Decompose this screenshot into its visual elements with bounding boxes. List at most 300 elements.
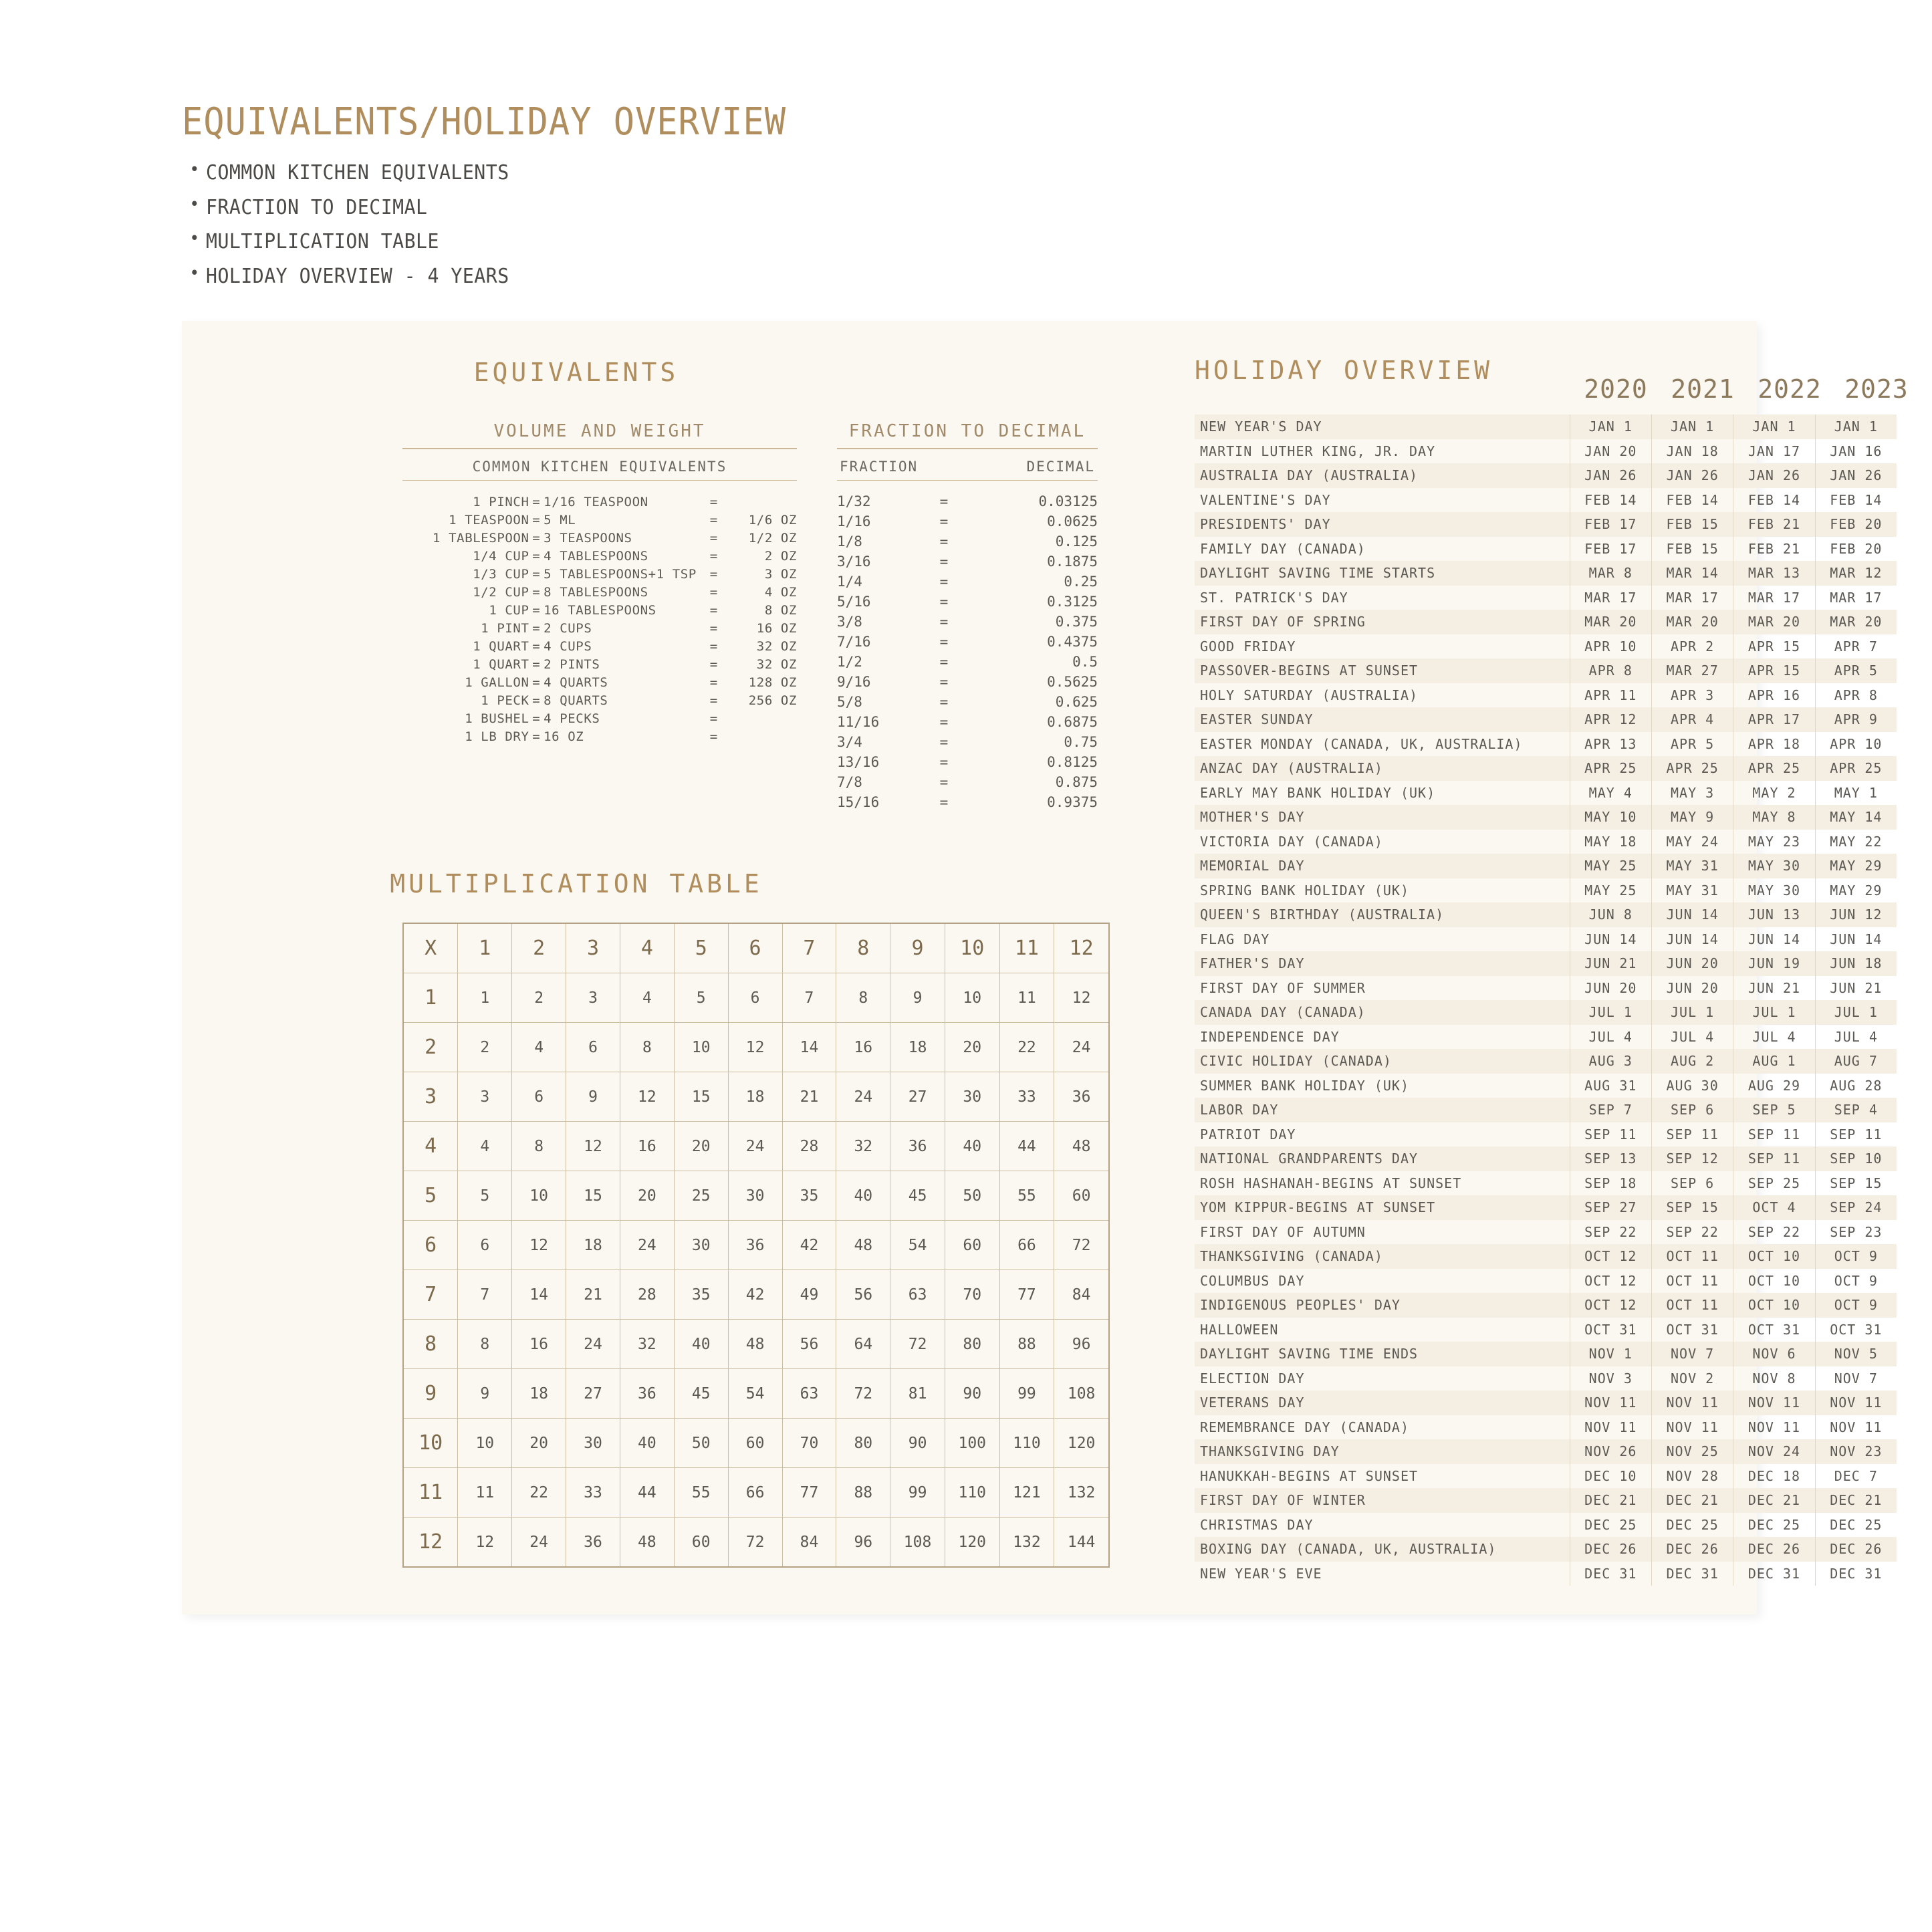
holiday-date: JAN 17	[1733, 439, 1815, 464]
table-header-row	[403, 923, 1109, 973]
multiplication-cell: 35	[782, 1171, 836, 1221]
multiplication-cell: 10	[674, 1023, 728, 1072]
fraction-cell: 0.5625	[1047, 674, 1098, 690]
equivalent-cell: =	[709, 494, 718, 509]
holiday-date: APR 12	[1570, 707, 1651, 732]
table-row	[403, 1270, 1109, 1320]
holiday-date: APR 2	[1651, 634, 1733, 659]
multiplication-cell: 48	[620, 1518, 674, 1568]
equivalent-cell: 1 CUP	[489, 602, 529, 618]
table-row	[1195, 658, 1897, 683]
holiday-date: SEP 11	[1651, 1122, 1733, 1147]
multiplication-section-title: MULTIPLICATION TABLE	[390, 869, 763, 898]
equivalent-cell: 4 CUPS	[544, 638, 592, 654]
equivalent-cell: =	[532, 512, 541, 527]
multiplication-cell: 12	[512, 1221, 566, 1270]
equivalent-cell: 16 OZ	[756, 620, 797, 636]
holiday-date: MAR 14	[1651, 561, 1733, 586]
holiday-date: MAY 30	[1733, 878, 1815, 903]
holiday-name: HOLY SATURDAY (AUSTRALIA)	[1200, 687, 1419, 703]
holiday-date: SEP 23	[1815, 1220, 1897, 1245]
multiplication-cell: 14	[512, 1270, 566, 1320]
table-row	[403, 1023, 1109, 1072]
multiplication-cell: 16	[836, 1023, 890, 1072]
holiday-date: DEC 26	[1733, 1537, 1815, 1562]
holiday-date: APR 17	[1733, 707, 1815, 732]
table-row	[1195, 512, 1897, 537]
multiplication-cell: 6	[566, 1023, 620, 1072]
holiday-name: FIRST DAY OF WINTER	[1195, 1488, 1570, 1513]
holiday-date: NOV 11	[1815, 1391, 1897, 1415]
table-row	[1195, 1025, 1897, 1050]
multiplication-cell: 45	[674, 1369, 728, 1419]
holiday-date: FEB 21	[1733, 512, 1815, 537]
equivalent-cell: 2 PINTS	[544, 656, 600, 672]
multiplication-cell: 54	[728, 1369, 782, 1419]
fraction-cell: =	[939, 654, 949, 670]
multiplication-cell: 21	[782, 1072, 836, 1122]
equivalent-cell: 16 TABLESPOONS	[544, 602, 656, 618]
multiplication-cell: 42	[728, 1270, 782, 1320]
holiday-date: APR 10	[1570, 634, 1651, 659]
table-row	[403, 1468, 1109, 1518]
holiday-date: JAN 26	[1815, 463, 1897, 488]
multiplication-cell: 63	[890, 1270, 945, 1320]
multiplication-cell: 8	[836, 973, 890, 1023]
holiday-date: NOV 7	[1815, 1366, 1897, 1391]
holiday-date: JAN 1	[1651, 414, 1733, 439]
fraction-cell: 5/16	[837, 594, 871, 610]
holiday-date: APR 15	[1733, 634, 1815, 659]
holiday-date: JUN 14	[1651, 927, 1733, 952]
fraction-cell: 0.6875	[1047, 714, 1098, 730]
equivalent-cell: =	[709, 602, 718, 618]
holiday-date: NOV 2	[1651, 1366, 1733, 1391]
holiday-name: FIRST DAY OF SPRING	[1195, 610, 1570, 634]
holiday-date: OCT 9	[1815, 1293, 1897, 1318]
multiplication-cell: 50	[674, 1419, 728, 1468]
fraction-cell: =	[939, 794, 949, 810]
multiplication-cell: 24	[836, 1072, 890, 1122]
holiday-name: FIRST DAY OF AUTUMN	[1200, 1223, 1366, 1240]
holiday-date: NOV 11	[1733, 1391, 1815, 1415]
table-row	[1195, 951, 1897, 976]
holiday-date: APR 18	[1733, 732, 1815, 757]
holiday-date: JAN 26	[1651, 463, 1733, 488]
holiday-name: PATRIOT DAY	[1200, 1126, 1296, 1142]
holiday-date: OCT 12	[1570, 1269, 1651, 1294]
holiday-date: NOV 11	[1651, 1415, 1733, 1440]
fraction-cell: 3/16	[837, 554, 871, 570]
holiday-name: VETERANS DAY	[1195, 1391, 1570, 1415]
holiday-name: MARTIN LUTHER KING, JR. DAY	[1200, 443, 1436, 459]
table-row	[402, 691, 797, 709]
holiday-date: SEP 5	[1733, 1098, 1815, 1122]
multiplication-cell: 96	[836, 1518, 890, 1568]
holiday-date: SEP 18	[1570, 1171, 1651, 1196]
multiplication-cell: 9	[458, 1369, 512, 1419]
holiday-date: JUN 21	[1815, 976, 1897, 1001]
holiday-date: FEB 17	[1570, 537, 1651, 562]
table-row	[1195, 1122, 1897, 1147]
equivalent-cell: 32 OZ	[756, 656, 797, 672]
multiplication-cell: 66	[999, 1221, 1054, 1270]
equivalent-cell: =	[709, 620, 718, 636]
fraction-cell: =	[939, 554, 949, 570]
multiplication-column-header: 10	[945, 923, 999, 973]
multiplication-row-header: 8	[403, 1320, 458, 1369]
holiday-name: VICTORIA DAY (CANADA)	[1200, 833, 1383, 850]
multiplication-table-wrapper	[402, 923, 1111, 1568]
holiday-date: MAR 20	[1815, 610, 1897, 634]
fraction-cell: 1/4	[837, 574, 862, 590]
equivalent-cell: 8 OZ	[764, 602, 797, 618]
multiplication-cell: 8	[512, 1122, 566, 1171]
multiplication-cell: 28	[782, 1122, 836, 1171]
equivalent-cell: 2 OZ	[764, 548, 797, 564]
multiplication-row-header: 9	[403, 1369, 458, 1419]
fraction-cell: 0.8125	[1047, 754, 1098, 770]
fraction-cell: =	[939, 594, 949, 610]
holiday-overview-column	[1058, 321, 1909, 1614]
holiday-name: EASTER MONDAY (CANADA, UK, AUSTRALIA)	[1200, 735, 1523, 752]
holiday-date: FEB 14	[1651, 488, 1733, 513]
table-row	[403, 1518, 1109, 1568]
equivalent-cell: 1/2 OZ	[748, 530, 797, 546]
holiday-name: INDEPENDENCE DAY	[1200, 1028, 1340, 1045]
table-row	[1195, 781, 1897, 806]
holiday-date: MAY 24	[1651, 830, 1733, 854]
fraction-cell: 0.625	[1055, 694, 1098, 710]
multiplication-cell: 20	[674, 1122, 728, 1171]
multiplication-cell: 20	[945, 1023, 999, 1072]
table-row	[1195, 634, 1897, 659]
multiplication-cell: 48	[728, 1320, 782, 1369]
table-row	[403, 1419, 1109, 1468]
table-row	[402, 565, 797, 583]
fraction-cell: 3/8	[837, 614, 862, 630]
holiday-year-header: 2020	[1584, 374, 1648, 404]
multiplication-cell: 56	[836, 1270, 890, 1320]
multiplication-cell: 24	[620, 1221, 674, 1270]
holiday-date: MAR 17	[1733, 586, 1815, 610]
holiday-date: JUN 21	[1570, 951, 1651, 976]
multiplication-cell: 16	[512, 1320, 566, 1369]
multiplication-cell: 10	[945, 973, 999, 1023]
equivalent-cell: 8 TABLESPOONS	[544, 584, 648, 600]
equivalent-cell: =	[532, 584, 541, 600]
fraction-cell: =	[939, 634, 949, 650]
holiday-date: OCT 12	[1570, 1293, 1651, 1318]
multiplication-cell: 27	[890, 1072, 945, 1122]
multiplication-cell: 20	[620, 1171, 674, 1221]
fraction-cell: 1/32	[837, 493, 871, 509]
holiday-name: THANKSGIVING DAY	[1195, 1439, 1570, 1464]
table-row	[1195, 878, 1897, 903]
holiday-date: DEC 25	[1733, 1513, 1815, 1538]
holiday-date: DEC 21	[1570, 1488, 1651, 1513]
holiday-date: APR 5	[1651, 732, 1733, 757]
fraction-cell: =	[939, 513, 949, 529]
multiplication-row-header: 5	[403, 1171, 458, 1221]
holiday-date: SEP 15	[1651, 1195, 1733, 1220]
equivalent-cell: =	[709, 693, 718, 708]
multiplication-cell: 144	[1054, 1518, 1109, 1568]
equivalent-cell: 16 OZ	[544, 729, 584, 744]
fraction-cell: =	[939, 493, 949, 509]
multiplication-cell: 24	[512, 1518, 566, 1568]
table-row	[403, 1072, 1109, 1122]
equivalent-cell: =	[532, 675, 541, 690]
holiday-date: APR 25	[1651, 756, 1733, 781]
multiplication-cell: 40	[620, 1419, 674, 1468]
multiplication-cell: 6	[512, 1072, 566, 1122]
equivalent-cell: 1 GALLON	[465, 675, 529, 690]
multiplication-cell: 8	[620, 1023, 674, 1072]
holiday-date: APR 8	[1815, 683, 1897, 708]
holiday-date: NOV 11	[1733, 1415, 1815, 1440]
multiplication-cell: 14	[782, 1023, 836, 1072]
multiplication-cell: 56	[782, 1320, 836, 1369]
holiday-date: FEB 17	[1570, 512, 1651, 537]
holiday-date: NOV 23	[1815, 1439, 1897, 1464]
multiplication-row-header: 7	[403, 1270, 458, 1320]
multiplication-row-header: 11	[403, 1468, 458, 1518]
table-row	[1195, 1000, 1897, 1025]
holiday-name: ELECTION DAY	[1200, 1370, 1305, 1386]
holiday-date: APR 10	[1815, 732, 1897, 757]
multiplication-cell: 70	[782, 1419, 836, 1468]
holiday-date: OCT 31	[1651, 1318, 1733, 1342]
holiday-date: SEP 11	[1570, 1122, 1651, 1147]
fraction-cell: =	[939, 533, 949, 550]
table-row	[402, 601, 797, 619]
table-row	[1195, 1415, 1897, 1440]
equivalent-cell: 5 ML	[544, 512, 576, 527]
multiplication-cell: 60	[945, 1221, 999, 1270]
table-row	[1195, 805, 1897, 830]
multiplication-cell: 33	[999, 1072, 1054, 1122]
table-row	[402, 637, 797, 655]
equivalent-cell: =	[532, 602, 541, 618]
equivalent-cell: 3 TEASPOONS	[544, 530, 632, 546]
equivalent-cell: =	[709, 711, 718, 726]
holiday-date: APR 16	[1733, 683, 1815, 708]
multiplication-cell: 27	[566, 1369, 620, 1419]
holiday-date: JUL 4	[1570, 1025, 1651, 1050]
table-row	[1195, 488, 1897, 513]
holiday-date: AUG 31	[1570, 1074, 1651, 1098]
equivalent-cell: =	[532, 638, 541, 654]
multiplication-cell: 80	[945, 1320, 999, 1369]
holiday-name: INDIGENOUS PEOPLES' DAY	[1195, 1293, 1570, 1318]
fraction-cell: 9/16	[837, 674, 871, 690]
equivalent-cell: 256 OZ	[748, 693, 797, 708]
holiday-name: FATHER'S DAY	[1195, 951, 1570, 976]
table-row	[1195, 707, 1897, 732]
holiday-date: OCT 31	[1570, 1318, 1651, 1342]
holiday-date: APR 3	[1651, 683, 1733, 708]
fraction-cell: 0.4375	[1047, 634, 1098, 650]
content-card	[182, 321, 1909, 1614]
holiday-name: QUEEN'S BIRTHDAY (AUSTRALIA)	[1195, 902, 1570, 927]
holiday-date: FEB 14	[1570, 488, 1651, 513]
fraction-cell: 5/8	[837, 694, 862, 710]
multiplication-column-header: 7	[782, 923, 836, 973]
holiday-date: SEP 11	[1815, 1122, 1897, 1147]
equivalent-cell: =	[709, 656, 718, 672]
multiplication-cell: 24	[566, 1320, 620, 1369]
multiplication-row-header: 10	[403, 1419, 458, 1468]
volume-weight-title: VOLUME AND WEIGHT	[402, 421, 797, 449]
holiday-date: FEB 20	[1815, 537, 1897, 562]
equivalent-cell: 4 TABLESPOONS	[544, 548, 648, 564]
multiplication-cell: 11	[458, 1468, 512, 1518]
equivalent-cell: 32 OZ	[756, 638, 797, 654]
holiday-date: MAR 20	[1570, 610, 1651, 634]
holiday-date: MAY 10	[1570, 805, 1651, 830]
holiday-date: DEC 21	[1815, 1488, 1897, 1513]
holiday-name: THANKSGIVING (CANADA)	[1195, 1244, 1570, 1269]
multiplication-cell: 22	[512, 1468, 566, 1518]
fraction-cell: 15/16	[837, 794, 880, 810]
table-row	[1195, 927, 1897, 952]
multiplication-cell: 70	[945, 1270, 999, 1320]
fraction-cell: 0.1875	[1047, 554, 1098, 570]
table-row	[402, 583, 797, 601]
equivalent-cell: 8 QUARTS	[544, 693, 608, 708]
holiday-date: APR 4	[1651, 707, 1733, 732]
holiday-date: DEC 25	[1651, 1513, 1733, 1538]
table-row	[402, 709, 797, 727]
holiday-date: MAR 20	[1651, 610, 1733, 634]
equivalent-cell: 1/3 CUP	[473, 566, 529, 582]
table-row	[402, 547, 797, 565]
holiday-date: JUN 20	[1651, 976, 1733, 1001]
multiplication-cell: 60	[728, 1419, 782, 1468]
table-row	[1195, 586, 1897, 610]
holiday-name: MEMORIAL DAY	[1195, 854, 1570, 878]
holiday-name: CIVIC HOLIDAY (CANADA)	[1195, 1049, 1570, 1074]
holiday-date: JAN 20	[1570, 439, 1651, 464]
multiplication-cell: 108	[1054, 1369, 1109, 1419]
equivalent-cell: 1 PINT	[481, 620, 529, 636]
table-row	[1195, 1049, 1897, 1074]
multiplication-cell: 49	[782, 1270, 836, 1320]
holiday-date: MAY 25	[1570, 878, 1651, 903]
holiday-date: APR 9	[1815, 707, 1897, 732]
holiday-name: SUMMER BANK HOLIDAY (UK)	[1200, 1077, 1409, 1094]
holiday-date: APR 7	[1815, 634, 1897, 659]
volume-weight-block	[402, 421, 797, 745]
table-row	[1195, 1318, 1897, 1342]
fraction-cell: =	[939, 674, 949, 690]
table-row	[1195, 1366, 1897, 1391]
holiday-date: SEP 6	[1651, 1098, 1733, 1122]
holiday-name: SPRING BANK HOLIDAY (UK)	[1200, 882, 1409, 898]
table-row	[1195, 1269, 1897, 1294]
multiplication-corner-cell: X	[403, 923, 458, 973]
table-row	[1195, 976, 1897, 1001]
holiday-date: APR 15	[1733, 658, 1815, 683]
multiplication-row-header: 2	[403, 1023, 458, 1072]
holiday-date: JUL 1	[1815, 1000, 1897, 1025]
equivalent-cell: =	[709, 675, 718, 690]
holiday-name: AUSTRALIA DAY (AUSTRALIA)	[1195, 463, 1570, 488]
holiday-year-header: 2021	[1671, 374, 1735, 404]
multiplication-row-header: 6	[403, 1221, 458, 1270]
holiday-date: AUG 30	[1651, 1074, 1733, 1098]
table-row	[1195, 1391, 1897, 1415]
holiday-date: NOV 1	[1570, 1342, 1651, 1366]
table-row	[402, 493, 797, 511]
holiday-name: DAYLIGHT SAVING TIME STARTS	[1195, 561, 1570, 586]
multiplication-cell: 36	[728, 1221, 782, 1270]
holiday-date: JAN 26	[1733, 463, 1815, 488]
holiday-date: DEC 31	[1815, 1562, 1897, 1586]
holiday-date: MAY 29	[1815, 854, 1897, 878]
holiday-date: NOV 11	[1570, 1415, 1651, 1440]
multiplication-cell: 28	[620, 1270, 674, 1320]
multiplication-cell: 32	[836, 1122, 890, 1171]
multiplication-cell: 18	[512, 1369, 566, 1419]
multiplication-column-header: 4	[620, 923, 674, 973]
holiday-year-header: 2023	[1844, 374, 1909, 404]
holiday-date: FEB 20	[1815, 512, 1897, 537]
multiplication-cell: 11	[999, 973, 1054, 1023]
multiplication-cell: 18	[890, 1023, 945, 1072]
holiday-date: MAY 23	[1733, 830, 1815, 854]
equivalent-cell: 1 PECK	[481, 693, 529, 708]
multiplication-cell: 4	[620, 973, 674, 1023]
multiplication-cell: 30	[566, 1419, 620, 1468]
multiplication-row-header: 3	[403, 1072, 458, 1122]
multiplication-cell: 88	[836, 1468, 890, 1518]
multiplication-cell: 4	[458, 1122, 512, 1171]
holiday-date: MAR 12	[1815, 561, 1897, 586]
multiplication-row-header: 4	[403, 1122, 458, 1171]
table-row	[402, 727, 797, 745]
holiday-date: FEB 15	[1651, 537, 1733, 562]
table-row	[1195, 854, 1897, 878]
holiday-date: MAY 2	[1733, 781, 1815, 806]
equivalent-cell: 1/6 OZ	[748, 512, 797, 527]
multiplication-cell: 64	[836, 1320, 890, 1369]
holiday-date: AUG 3	[1570, 1049, 1651, 1074]
holiday-date: AUG 2	[1651, 1049, 1733, 1074]
multiplication-cell: 132	[999, 1518, 1054, 1568]
holiday-name: HALLOWEEN	[1200, 1321, 1279, 1338]
holiday-date: JAN 26	[1570, 463, 1651, 488]
holiday-date: FEB 14	[1815, 488, 1897, 513]
multiplication-cell: 12	[728, 1023, 782, 1072]
holiday-date: SEP 13	[1570, 1146, 1651, 1171]
multiplication-cell: 55	[674, 1468, 728, 1518]
multiplication-cell: 40	[945, 1122, 999, 1171]
table-row	[1195, 830, 1897, 854]
holiday-year-header: 2022	[1758, 374, 1822, 404]
multiplication-cell: 108	[890, 1518, 945, 1568]
multiplication-cell: 10	[512, 1171, 566, 1221]
multiplication-cell: 42	[782, 1221, 836, 1270]
table-row	[1195, 683, 1897, 708]
multiplication-cell: 55	[999, 1171, 1054, 1221]
multiplication-cell: 77	[999, 1270, 1054, 1320]
holiday-date: MAY 9	[1651, 805, 1733, 830]
header-bullet-item: • COMMON KITCHEN EQUIVALENTS	[206, 156, 937, 191]
holiday-date: OCT 31	[1815, 1318, 1897, 1342]
multiplication-cell: 36	[1054, 1072, 1109, 1122]
